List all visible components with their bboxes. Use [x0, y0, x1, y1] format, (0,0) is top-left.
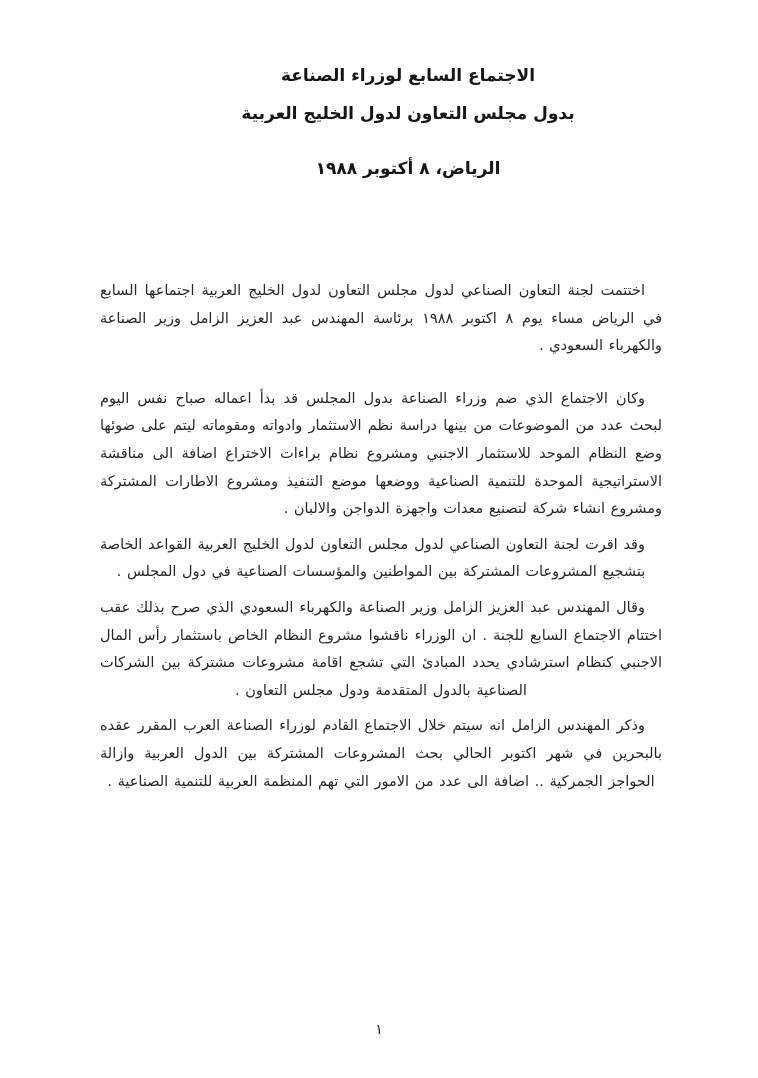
paragraph-opening: اختتمت لجنة التعاون الصناعي لدول مجلس التعاون لدول الخليج العربية اجتماعها السابع في الرياض مساء يوم ٨ اكتوبر ١٩٨٨ برئاسة المهندس عبد العزيز الزامل وزير الصناعة والكهرباء السعودي .: [100, 283, 662, 355]
document-body: [100, 278, 662, 796]
paragraph-minister-statement: وقال المهندس عبد العزيز الزامل وزير الصناعة والكهرباء السعودي الذي صرح بذلك عقب اختتام الاجتماع السابع للجنة . ان الوزراء ناقشوا مشروع النظام الخاص باستثمار رأس المال الاجنبي كنظام استرشادي يحدد المبادئ التي تشجع اقامة مشروعات مشتركة بين الشركات الصناعية بالدول المتقدمة ودول مجلس التعاون .: [100, 599, 662, 699]
paragraph-next-meeting: وذكر المهندس الزامل انه سيتم خلال الاجتماع القادم لوزراء الصناعة العرب المقرر عقده بالبحرين في شهر اكتوبر الحالي بحث المشروعات المشتركة بين الدول العربية وازالة الحواجز الجمركية .. اضافة الى عدد من الامور التي تهم المنظمة العربية للتنمية الصناعية .: [100, 718, 662, 790]
document-header: [0, 0, 758, 182]
paragraph-agenda-topics: وكان الاجتماع الذي ضم وزراء الصناعة بدول المجلس قد بدأ اعماله صباح نفس اليوم لبحث عدد من الموضوعات من بينها دراسة نظم الاستثمار وادواته ومقوماته ليتم على ضوئها وضع النظام الموحد للاستثمار الاجنبي ومشروع نظام براءات الاختراع اضافة الى مناقشة الاستراتيجية الموحدة للتنمية الصناعية ووضعها موضع التنفيذ ومشروع الاطارات المشتركة ومشروع انشاء شركة لتصنيع معدات واجهزة الدواجن والالبان .: [100, 390, 662, 518]
dateline: الرياض، ٨ أكتوبر ١٩٨٨: [315, 159, 501, 179]
title-line-2: بدول مجلس التعاون لدول الخليج العربية: [241, 104, 575, 124]
title-line-1: الاجتماع السابع لوزراء الصناعة: [280, 66, 536, 86]
page-number: ١: [375, 1022, 383, 1038]
paragraph-approved-rules: وقد اقرت لجنة التعاون الصناعي لدول مجلس التعاون لدول الخليج العربية القواعد الخاصة بتشجيع المشروعات المشتركة بين المواطنين والمؤسسات الصناعية في دول المجلس .: [100, 536, 646, 581]
